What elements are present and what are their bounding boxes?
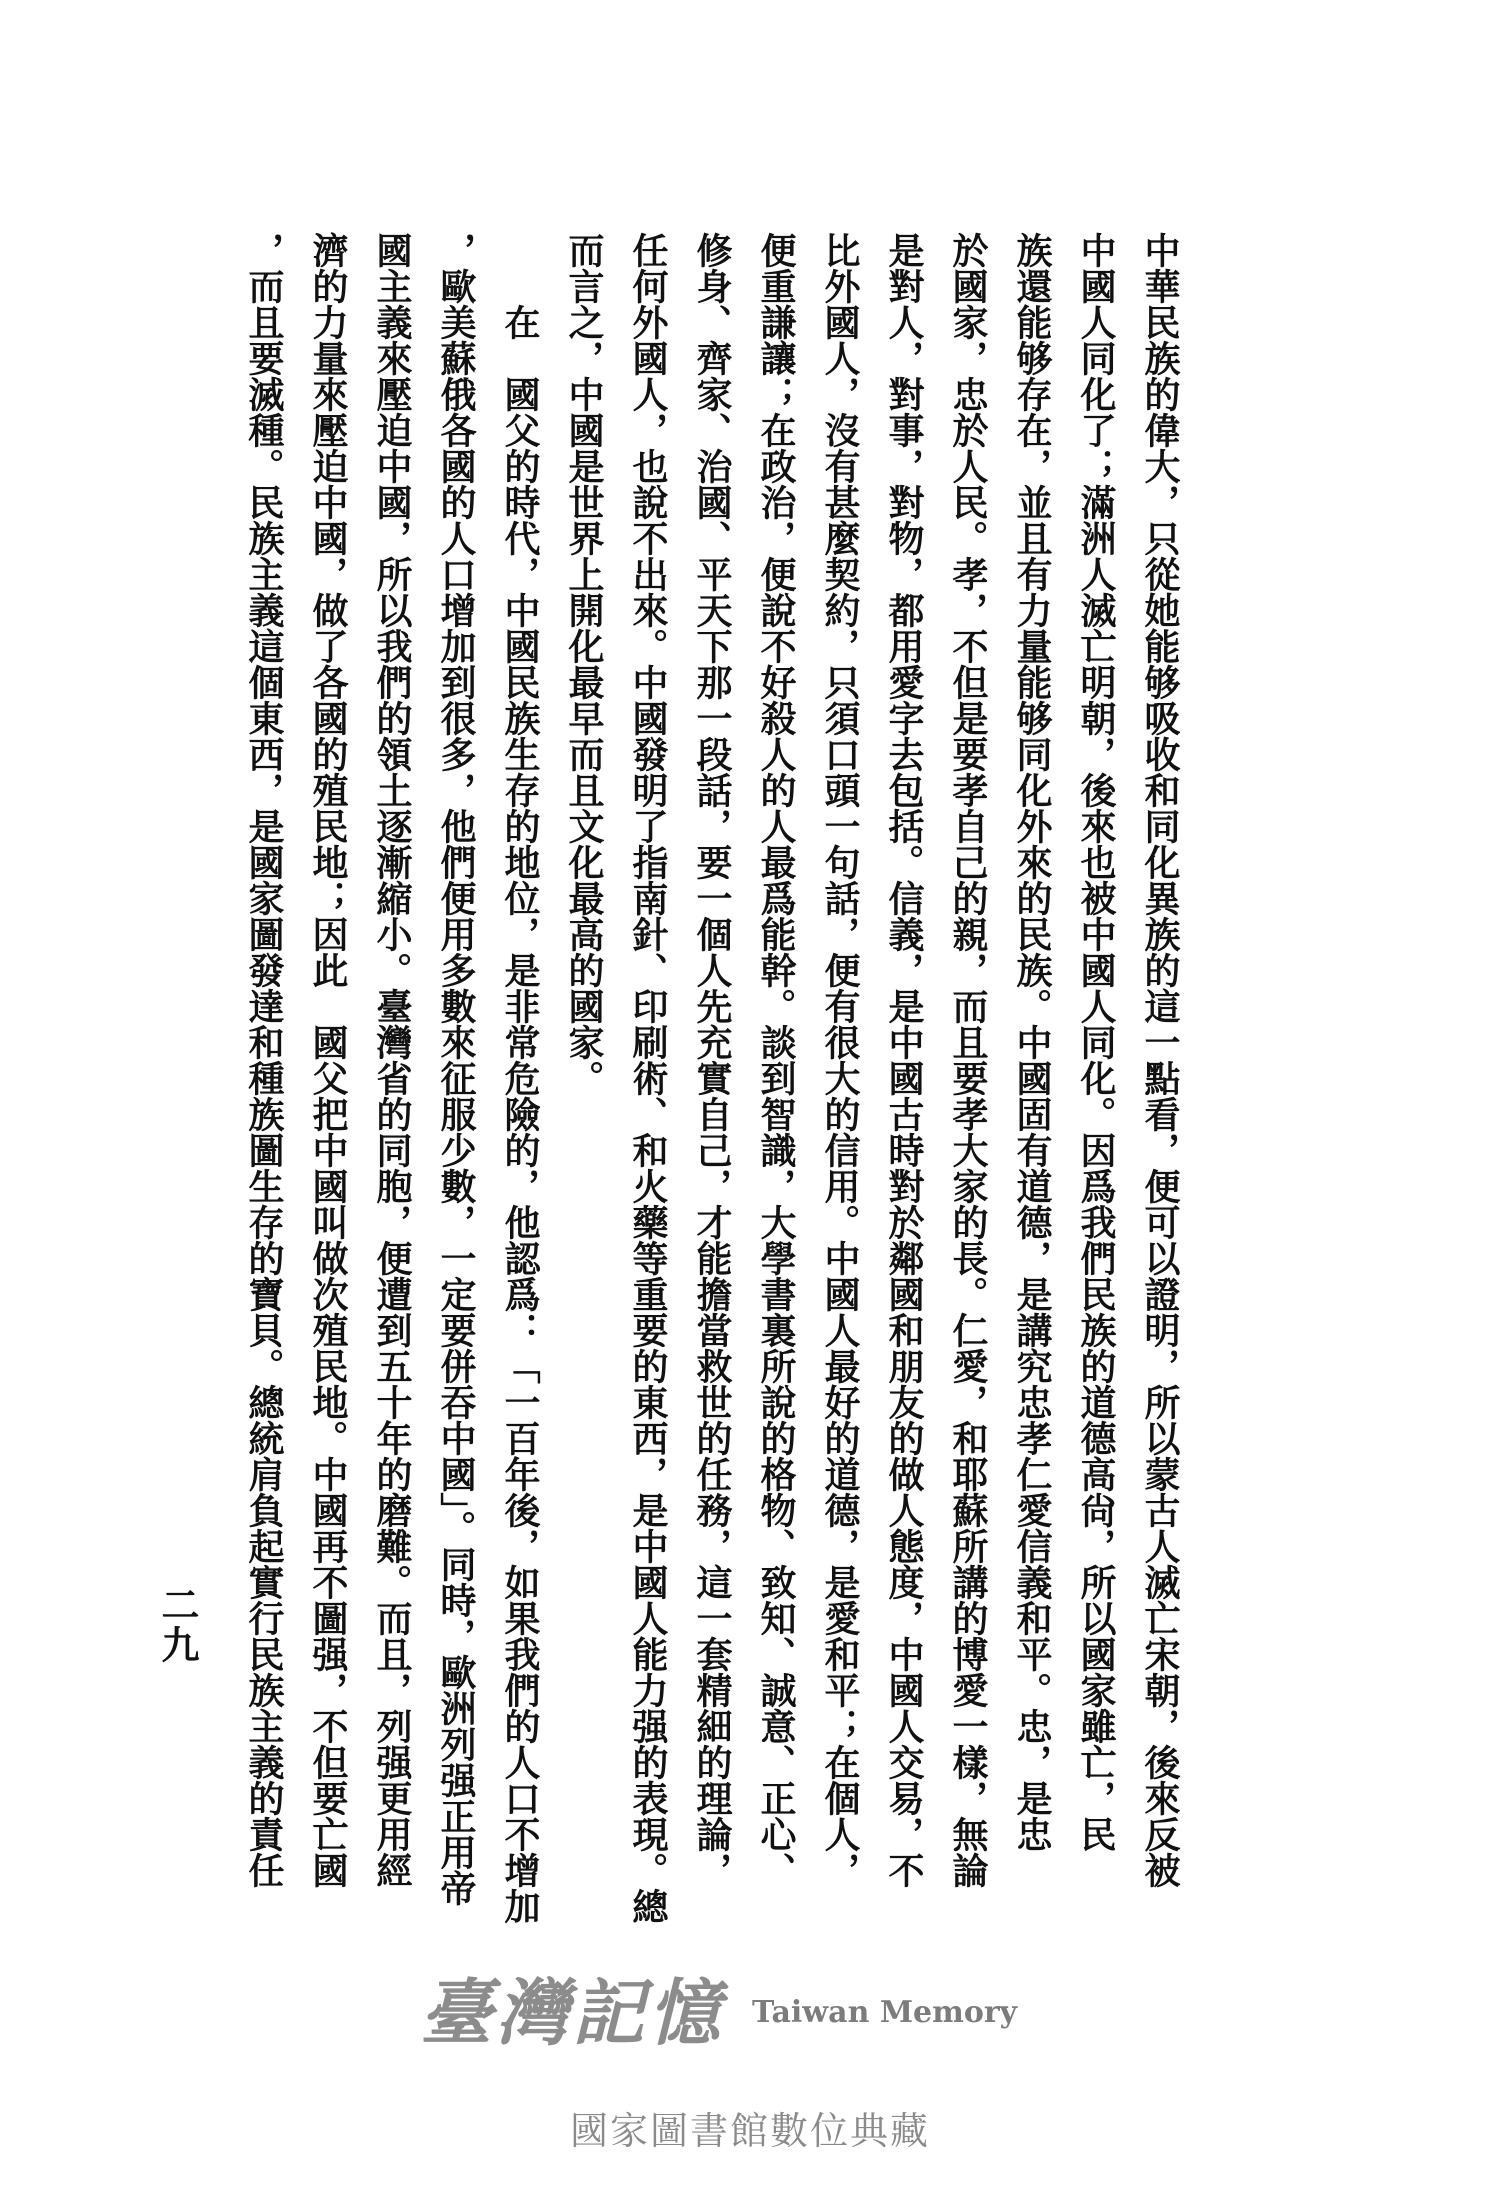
text-column-paragraph-start: 在 國父的時代，中國民族生存的地位，是非常危險的，他認爲：「一百年後，如果我們的人口不增加 [499, 304, 541, 1924]
text-column: 族還能够存在，並且有力量能够同化外來的民族。中國固有道德，是講究忠孝仁愛信義和平。忠，是忠 [1011, 232, 1053, 1852]
watermark-logo [420, 1968, 1017, 2058]
watermark-chinese: 臺灣記憶 [420, 1970, 725, 2055]
page-number: 二九 [155, 1585, 200, 1665]
text-column: 濟的力量來壓迫中國，做了各國的殖民地；因此 國父把中國叫做次殖民地。中國再不圖强，不但要亡國 [307, 232, 349, 1888]
text-column: 中華民族的偉大，只從她能够吸收和同化異族的這一點看，便可以證明，所以蒙古人滅亡宋朝，後來反被 [1139, 232, 1181, 1888]
text-column: 修身、齊家、治國、平天下那一段話，要一個人先充實自己，才能擔當救世的任務，這一套精細的理論， [691, 232, 733, 1888]
body-text [232, 232, 1192, 1924]
text-column: 國主義來壓迫中國，所以我們的領土逐漸縮小。臺灣省的同胞，便遭到五十年的磨難。而且，列强更用經 [371, 232, 413, 1888]
footer-collection-label: 國家圖書館數位典藏 [569, 2109, 930, 2153]
text-column: 而言之，中國是世界上開化最早而且文化最高的國家。 [563, 232, 605, 1096]
text-column: ，歐美蘇俄各國的人口增加到很多，他們便用多數來征服少數，一定要併吞中國」。同時，歐洲列强正用帝 [435, 232, 477, 1906]
text-column: ，而且要滅種。民族主義這個東西，是國家圖發達和種族圖生存的寶貝。總統肩負起實行民族主義的責任 [243, 232, 285, 1888]
text-column: 是對人，對事，對物，都用愛字去包括。信義，是中國古時對於鄰國和朋友的做人態度，中國人交易，不 [883, 232, 925, 1888]
watermark-english: Taiwan Memory [752, 1995, 1018, 2030]
text-column: 中國人同化了；滿洲人滅亡明朝，後來也被中國人同化。因爲我們民族的道德高尙，所以國家雖亡，民 [1075, 232, 1117, 1852]
text-column: 便重謙讓；在政治，便說不好殺人的人最爲能幹。談到智識，大學書裏所說的格物、致知、誠意、正心、 [755, 232, 797, 1888]
text-column: 於國家，忠於人民。孝，不但是要孝自己的親，而且要孝大家的長。仁愛，和耶蘇所講的博愛一樣，無論 [947, 232, 989, 1888]
text-column: 比外國人，沒有甚麼契約，只須口頭一句話，便有很大的信用。中國人最好的道德，是愛和平；在個人， [819, 232, 861, 1888]
text-column: 任何外國人，也說不出來。中國發明了指南針、印刷術、和火藥等重要的東西，是中國人能力强的表現。總 [627, 232, 669, 1924]
